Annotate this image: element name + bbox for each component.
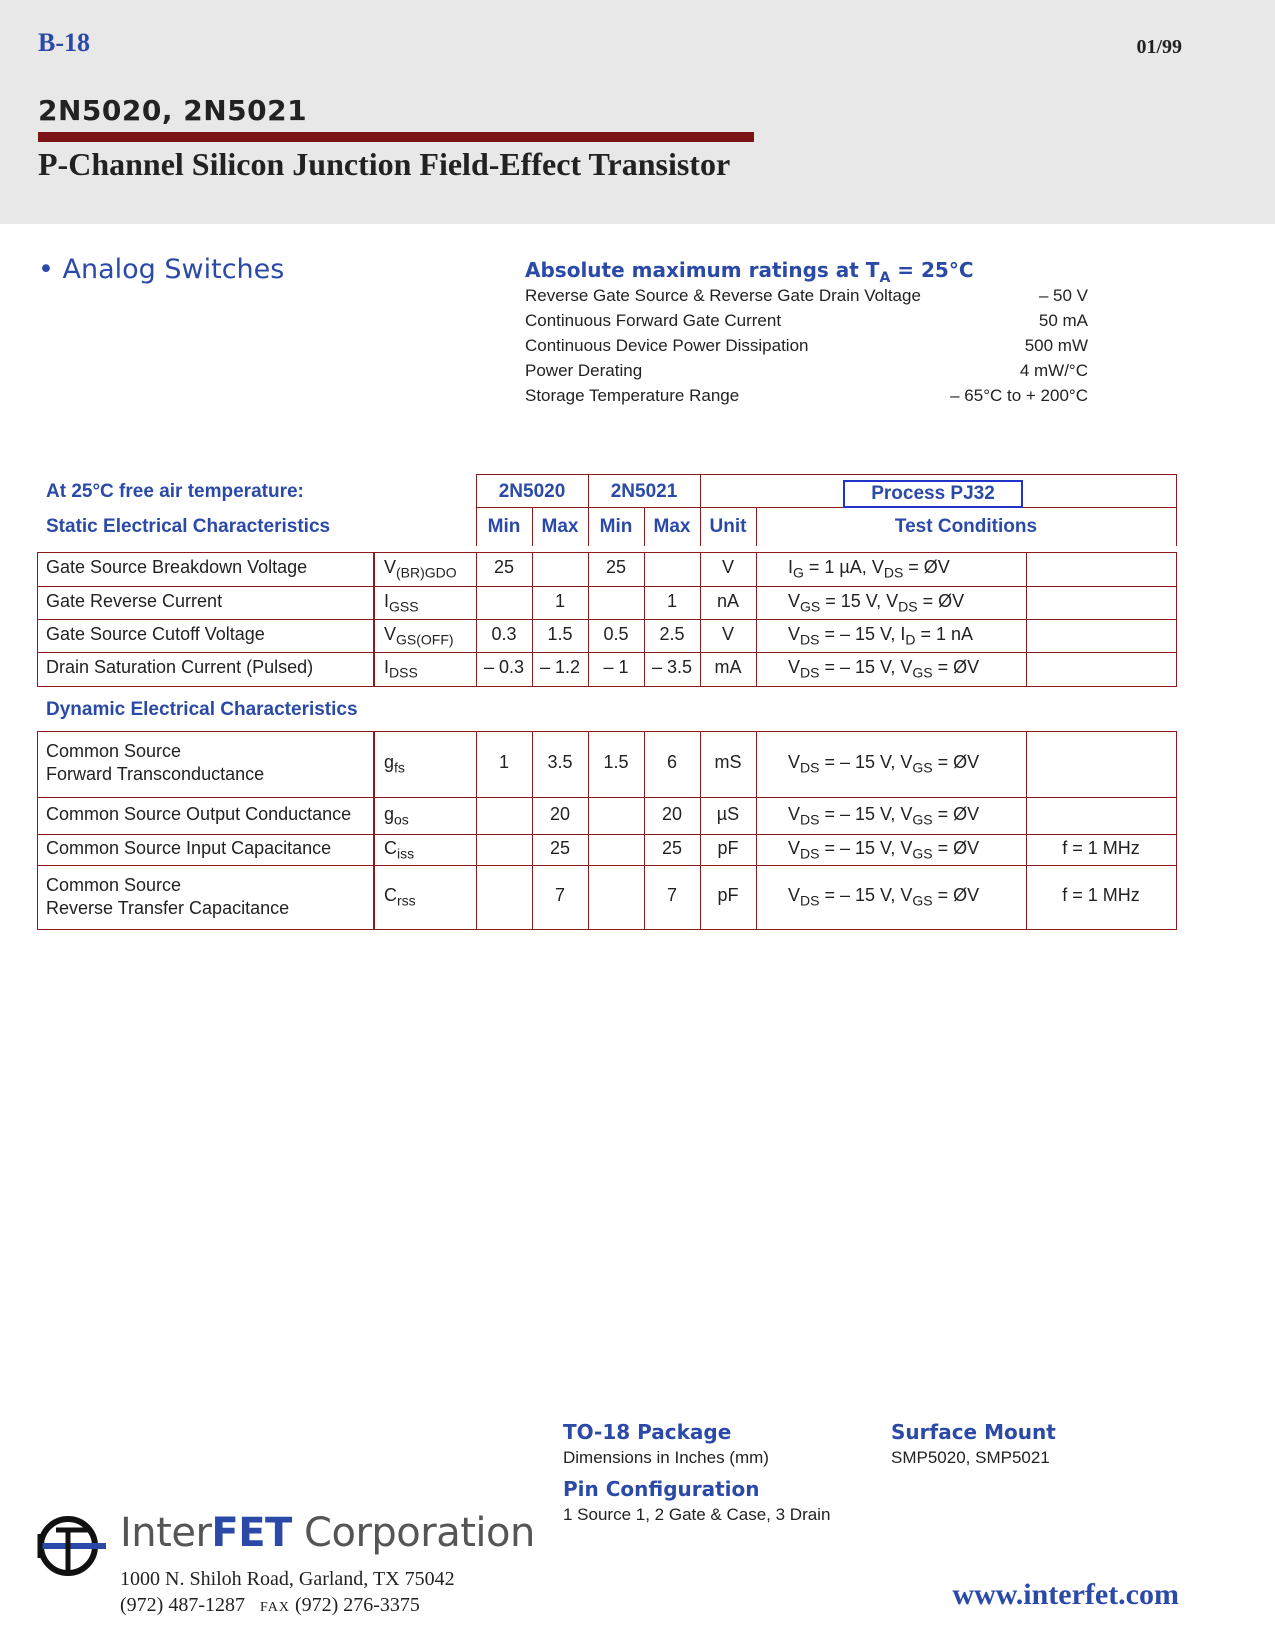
table-rule	[37, 619, 1177, 620]
table-rule	[756, 552, 757, 687]
abs-max-label: Storage Temperature Range	[525, 386, 740, 405]
unit: pF	[717, 885, 739, 905]
abs-max-value: 4 mW/°C	[1019, 361, 1088, 380]
table-rule	[37, 652, 1177, 653]
abs-max-label: Continuous Device Power Dissipation	[525, 336, 809, 355]
max-2n5020: 1.5	[547, 624, 573, 644]
extra-condition: f = 1 MHz	[1062, 838, 1140, 858]
max-2n5021: – 3.5	[651, 657, 693, 677]
max-2n5021: 20	[661, 804, 683, 824]
test-condition: $I_G = 1$ µA, $V_{DS}$ = ØV	[788, 557, 950, 581]
min-2n5021: 0.5	[603, 624, 629, 644]
param-name: Gate Reverse Current	[46, 591, 223, 611]
table-rule	[1176, 731, 1177, 930]
param-name: Forward Transconductance	[46, 764, 265, 784]
col-unit: Unit	[709, 516, 747, 537]
table-rule	[37, 552, 38, 687]
temp-note: At 25°C free air temperature:	[46, 481, 304, 502]
test-condition: $V_{DS}$ = – 15 V, $V_{GS}$ = ØV	[788, 885, 980, 909]
abs-max-row	[525, 386, 1088, 411]
company-name: InterFET Corporation	[120, 1510, 535, 1556]
unit: V	[721, 557, 734, 577]
static-title: Static Electrical Characteristics	[46, 516, 331, 537]
abs-max-title: Absolute maximum ratings at $T_A = 25^\circ C$	[525, 258, 974, 286]
param-name: Drain Saturation Current (Pulsed)	[46, 657, 314, 677]
abs-max-label: Power Derating	[525, 361, 643, 380]
table-rule	[37, 552, 1177, 553]
param-symbol: $V_{GS(OFF)}$	[384, 624, 454, 648]
abs-max-label: Continuous Forward Gate Current	[525, 311, 782, 330]
abs-max-value: – 50 V	[1038, 286, 1088, 305]
pin-config-title: Pin Configuration	[563, 1477, 760, 1501]
max-2n5020: 3.5	[547, 752, 573, 772]
param-symbol: $I_{GSS}$	[384, 591, 419, 615]
test-condition: $V_{DS}$ = – 15 V, $V_{GS}$ = ØV	[788, 657, 980, 681]
test-condition: $V_{DS}$ = – 15 V, $V_{GS}$ = ØV	[788, 804, 980, 828]
max-2n5020: 1	[554, 591, 565, 611]
param-name: Reverse Transfer Capacitance	[46, 898, 290, 918]
abs-max-row	[525, 361, 1088, 386]
col-min: Min	[599, 516, 633, 537]
min-2n5020: 0.3	[491, 624, 517, 644]
feature-item	[38, 254, 284, 285]
table-rule	[37, 865, 1177, 866]
param-name: Gate Source Breakdown Voltage	[46, 557, 308, 577]
max-2n5021: 1	[666, 591, 677, 611]
page-number: B-18	[38, 28, 90, 57]
smt-title: Surface Mount	[891, 1420, 1056, 1444]
page-subtitle: P-Channel Silicon Junction Field-Effect Transistor	[38, 146, 731, 182]
table-rule	[1176, 552, 1177, 687]
col-min: Min	[487, 516, 521, 537]
table-rule	[373, 552, 375, 687]
max-2n5020: 20	[549, 804, 571, 824]
table-rule	[37, 586, 1177, 587]
max-2n5020: 7	[554, 885, 565, 905]
param-symbol: $g_{fs}$	[384, 752, 405, 776]
test-condition: $V_{DS}$ = – 15 V, $V_{GS}$ = ØV	[788, 838, 980, 862]
max-2n5021: 25	[661, 838, 683, 858]
param-name: Common Source	[46, 875, 182, 895]
feature-label: Analog Switches	[62, 254, 285, 285]
abs-max-label: Reverse Gate Source & Reverse Gate Drain Voltage	[525, 286, 921, 305]
param-symbol: $g_{os}$	[384, 804, 409, 828]
max-2n5021: 6	[666, 752, 677, 772]
table-rule	[373, 731, 375, 930]
min-2n5020: 1	[498, 752, 509, 772]
title-divider	[38, 132, 754, 142]
max-2n5021: 2.5	[659, 624, 685, 644]
bullet: •	[38, 254, 54, 285]
unit: nA	[716, 591, 740, 611]
min-2n5020: 25	[493, 557, 515, 577]
param-name: Common Source Input Capacitance	[46, 838, 332, 858]
max-2n5020: – 1.2	[539, 657, 581, 677]
min-2n5020: – 0.3	[483, 657, 525, 677]
table-rule	[37, 731, 38, 930]
max-2n5020: 25	[549, 838, 571, 858]
interfet-logo-icon	[36, 1510, 108, 1582]
param-name: Common Source	[46, 741, 182, 761]
col-max: Max	[653, 516, 691, 537]
table-rule	[476, 507, 1177, 508]
test-condition: $V_{DS}$ = – 15 V, $I_D = 1$ nA	[788, 624, 974, 648]
col-test-conditions: Test Conditions	[894, 516, 1038, 537]
pin-config-text: 1 Source 1, 2 Gate & Case, 3 Drain	[563, 1505, 831, 1524]
col-max: Max	[541, 516, 579, 537]
max-2n5021: 7	[666, 885, 677, 905]
smt-text: SMP5020, SMP5021	[891, 1448, 1050, 1467]
abs-max-row	[525, 311, 1088, 336]
param-symbol: $C_{iss}$	[384, 838, 415, 862]
abs-max-value: 50 mA	[1038, 311, 1088, 330]
dynamic-title: Dynamic Electrical Characteristics	[46, 699, 358, 720]
test-condition: $V_{GS} = 15$ V, $V_{DS}$ = ØV	[788, 591, 965, 615]
table-rule	[1176, 474, 1177, 546]
param-symbol: $V_{(BR)GDO}$	[384, 557, 457, 581]
table-rule	[37, 929, 1177, 930]
company-website[interactable]: www.interfet.com	[952, 1578, 1179, 1611]
to18-text: Dimensions in Inches (mm)	[563, 1448, 769, 1467]
table-rule	[756, 731, 757, 930]
abs-max-value: 500 mW	[1024, 336, 1088, 355]
extra-condition: f = 1 MHz	[1062, 885, 1140, 905]
param-name: Gate Source Cutoff Voltage	[46, 624, 265, 644]
abs-max-row	[525, 336, 1088, 361]
process-box: Process PJ32	[843, 480, 1023, 508]
revision-date: 01/99	[1136, 36, 1182, 58]
table-rule	[37, 797, 1177, 798]
table-rule	[37, 834, 1177, 835]
abs-max-value: – 65°C to + 200°C	[950, 386, 1088, 405]
table-rule	[37, 686, 1177, 687]
param-symbol: $C_{rss}$	[384, 885, 416, 909]
unit: mS	[714, 752, 742, 772]
table-rule	[476, 474, 1177, 475]
unit: µS	[716, 804, 740, 824]
table-rule	[1026, 552, 1027, 687]
company-address: 1000 N. Shiloh Road, Garland, TX 75042	[120, 1568, 455, 1590]
to18-title: TO-18 Package	[563, 1420, 732, 1444]
table-rule	[37, 731, 1177, 732]
param-name: Common Source Output Conductance	[46, 804, 352, 824]
unit: mA	[714, 657, 742, 677]
company-phone-fax: (972) 487-1287 FAX (972) 276-3375	[120, 1594, 420, 1616]
min-2n5021: 1.5	[603, 752, 629, 772]
col-2n5021: 2N5021	[610, 481, 678, 502]
abs-max-row	[525, 286, 1088, 311]
col-2n5020: 2N5020	[498, 481, 566, 502]
min-2n5021: – 1	[603, 657, 629, 677]
test-condition: $V_{DS}$ = – 15 V, $V_{GS}$ = ØV	[788, 752, 980, 776]
unit: pF	[717, 838, 739, 858]
min-2n5021: 25	[605, 557, 627, 577]
unit: V	[721, 624, 734, 644]
part-numbers: 2N5020, 2N5021	[38, 94, 308, 127]
param-symbol: $I_{DSS}$	[384, 657, 418, 681]
